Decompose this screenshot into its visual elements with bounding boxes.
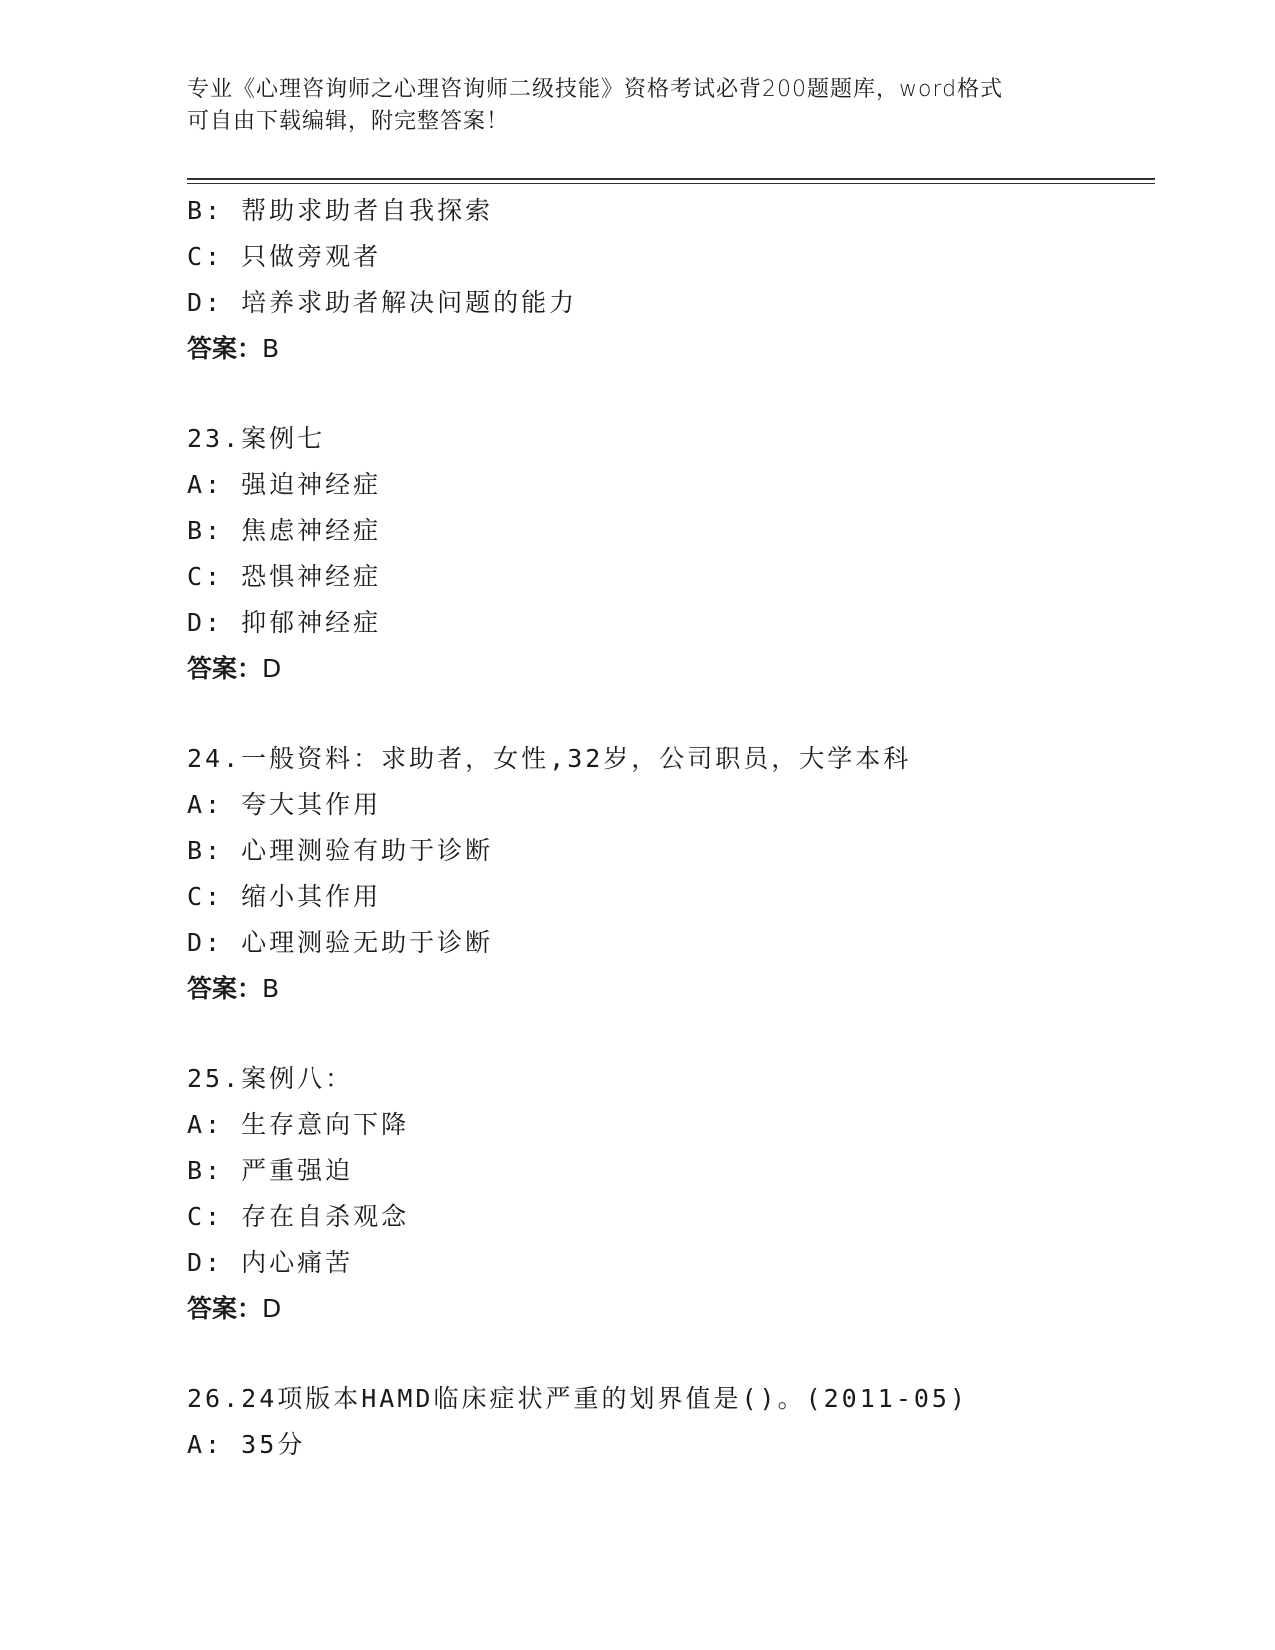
option-a: A: 强迫神经症 xyxy=(187,470,382,499)
answer-label: 答案： xyxy=(187,654,263,683)
header-line-1: 专业《心理咨询师之心理咨询师二级技能》资格考试必背200题题库，word格式 xyxy=(187,77,1004,102)
question-title: 26.24项版本HAMD临床症状严重的划界值是()。(2011-05) xyxy=(187,1384,969,1413)
question-block-23 xyxy=(187,416,1155,692)
option-d: D: 培养求助者解决问题的能力 xyxy=(187,288,578,317)
question-block-26 xyxy=(187,1376,1155,1468)
question-title: 25.案例八： xyxy=(187,1064,354,1093)
option-b: B: 严重强迫 xyxy=(187,1156,354,1185)
answer-label: 答案： xyxy=(187,1294,263,1323)
answer-value: D xyxy=(262,1294,282,1323)
question-block-24 xyxy=(187,736,1155,1012)
answer-line xyxy=(187,1286,1155,1332)
option-d: D: 心理测验无助于诊断 xyxy=(187,928,494,957)
option-a: A: 夸大其作用 xyxy=(187,790,382,819)
header-line-2: 可自由下载编辑，附完整答案！ xyxy=(187,109,510,134)
option-b: B: 焦虑神经症 xyxy=(187,516,382,545)
answer-value: D xyxy=(262,654,282,683)
answer-label: 答案： xyxy=(187,334,263,363)
option-b: B: 帮助求助者自我探索 xyxy=(187,196,494,225)
option-c: C: 缩小其作用 xyxy=(187,882,382,911)
question-block-25 xyxy=(187,1056,1155,1332)
option-d: D: 内心痛苦 xyxy=(187,1248,354,1277)
answer-line xyxy=(187,646,1155,692)
answer-value: B xyxy=(262,974,280,1003)
answer-line xyxy=(187,326,1155,372)
option-a: A: 35分 xyxy=(187,1430,306,1459)
question-block-prev xyxy=(187,188,1155,372)
header-rule-thin xyxy=(187,183,1155,184)
option-c: C: 存在自杀观念 xyxy=(187,1202,410,1231)
answer-line xyxy=(187,966,1155,1012)
option-c: C: 只做旁观者 xyxy=(187,242,382,271)
answer-value: B xyxy=(262,334,280,363)
header-rule-thick xyxy=(187,178,1155,180)
option-a: A: 生存意向下降 xyxy=(187,1110,410,1139)
question-list xyxy=(187,188,1155,1468)
option-d: D: 抑郁神经症 xyxy=(187,608,382,637)
question-title: 23.案例七 xyxy=(187,424,326,453)
document-header xyxy=(187,74,1067,138)
option-b: B: 心理测验有助于诊断 xyxy=(187,836,494,865)
answer-label: 答案： xyxy=(187,974,263,1003)
option-c: C: 恐惧神经症 xyxy=(187,562,382,591)
question-title: 24.一般资料：求助者，女性,32岁，公司职员，大学本科 xyxy=(187,744,912,773)
